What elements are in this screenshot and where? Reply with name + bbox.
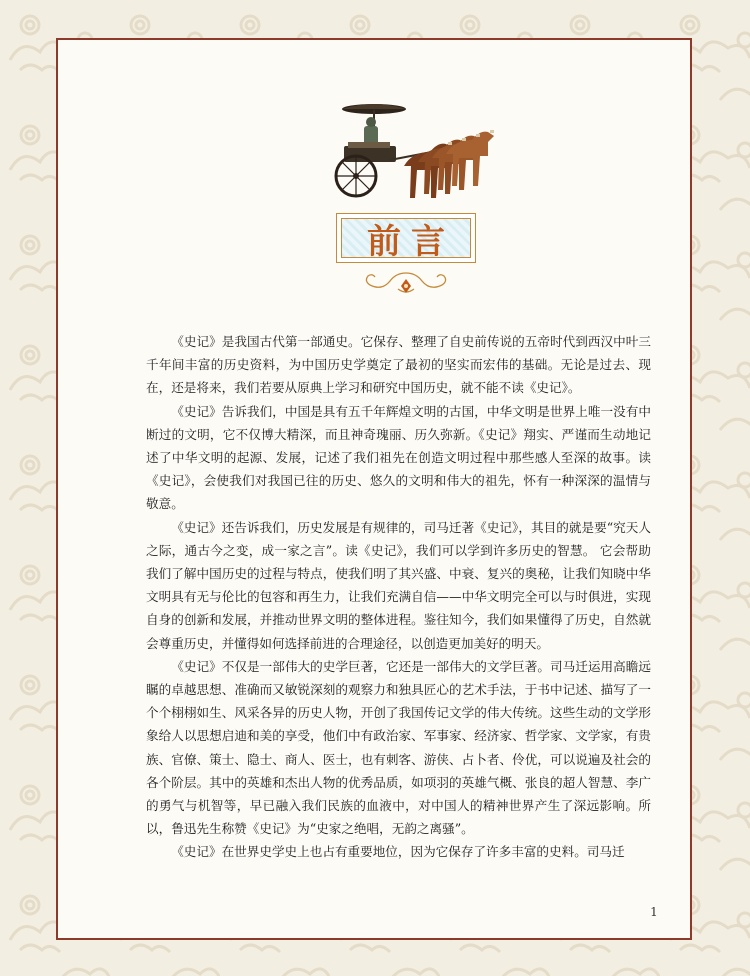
bronze-chariot-illustration: [330, 102, 498, 202]
preface-page: [56, 38, 692, 940]
paragraph: 《史记》在世界史学史上也占有重要地位，因为它保存了许多丰富的史料。司马迁: [171, 844, 625, 860]
paragraph: 《史记》还告诉我们，历史发展是有规律的，司马迁著《史记》，其目的就是要“究天人之际，通古今之变，成一家之言”。读《史记》，我们可以学到许多历史的智慧。 它会帮助我们了解中国历史的过程与特点，使我们明了其兴盛、中衰、复兴的奥秘，让我们知晓中华文明具有无与伦比的包容和再生力，让我们充满自信——中华文明完全可以与时俱进，实现自身的创新和发展，并推动世界文明的整体进程。鉴往知今，我们如果懂得了历史，自然就会尊重历史，并懂得如何选择前进的合理途径，以创造更加美好的明天。: [146, 519, 651, 651]
paragraph: 《史记》是我国古代第一部通史。它保存、整理了自史前传说的五帝时代到西汉中叶三千年间丰富的历史资料，为中国历史学奠定了最初的坚实而宏伟的基础。无论是过去、现在，还是将来，我们若要从原典上学习和研究中国历史，就不能不读《史记》。: [146, 334, 651, 396]
title-frame: [336, 213, 476, 263]
page-number: 1: [650, 905, 658, 919]
paragraph: 《史记》不仅是一部伟大的史学巨著，它还是一部伟大的文学巨著。司马迁运用高瞻远瞩的卓越思想、准确而又敏锐深刻的观察力和独具匠心的艺术手法，于书中记述、描写了一个个栩栩如生、风采各异的历史人物，开创了我国传记文学的伟大传统。这些生动的文学形象给人以思想启迪和美的享受，他们中有政治家、军事家、经济家、哲学家、文学家，有贵族、官僚、策士、隐士、商人、医士，也有刺客、游侠、占卜者、伶优，可以说遍及社会的各个阶层。其中的英雄和杰出人物的优秀品质，如项羽的英雄气概、张良的超人智慧、李广的勇气与机智等，早已融入我们民族的血液中，对中国人的精神世界产生了深远影响。所以，鲁迅先生称赞《史记》为“史家之绝唱，无韵之离骚”。: [146, 658, 651, 837]
page-title: 前言: [367, 221, 455, 262]
preface-body: [146, 330, 651, 864]
paragraph: 《史记》告诉我们，中国是具有五千年辉煌文明的古国，中华文明是世界上唯一没有中断过的文明，它不仅博大精深，而且神奇瑰丽、历久弥新。《史记》翔实、严谨而生动地记述了中华文明的起源、发展，记述了我们祖先在创造文明过程中那些感人至深的故事。读《史记》，会使我们对我国已往的历史、悠久的文明和伟大的祖先，怀有一种深深的温情与敬意。: [146, 403, 651, 512]
cloud-scroll-ornament: [360, 267, 452, 297]
